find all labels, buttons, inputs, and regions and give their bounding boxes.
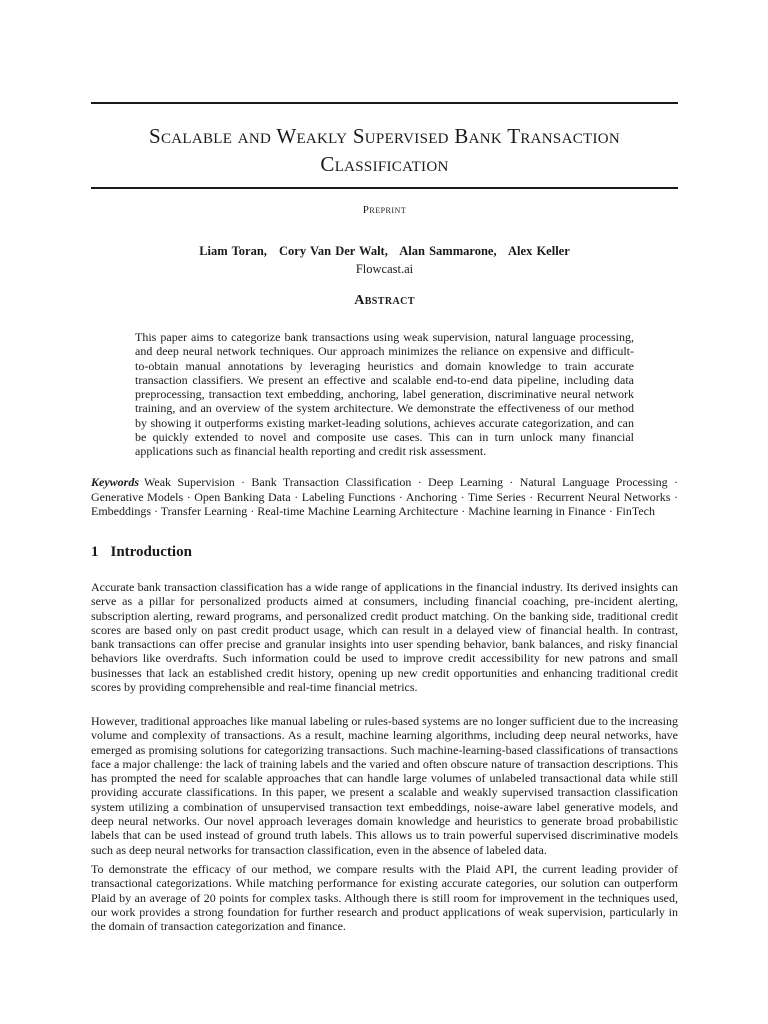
section-title: Introduction	[110, 544, 192, 560]
keywords-label: Keywords	[91, 475, 139, 489]
intro-paragraph-2: However, traditional approaches like manual labeling or rules-based systems are no longer sufficient due to the increasing volume and complexity of transactions. As a result, machine learning algorithms, including deep neural networks, have emerged as promising solutions for categorizing transactions. Such machine-learning-based classifications of transactions face a major challenge: the lack of training labels and the varied and often obscure nature of transaction descriptions. This has prompted the need for scalable approaches that can handle large volumes of unlabeled transactional data while still providing accurate classifications. In this paper, we present a scalable and weakly supervised transaction classification system utilizing a combination of unsupervised transaction text embeddings, noise-aware label generative models, and deep neural networks. Our novel approach leverages domain knowledge and heuristics to generate broad probabilistic labels that can be used instead of ground truth labels. This allows us to train powerful supervised discriminative models such as deep neural networks for transaction classification, even in the absence of labeled data.	[91, 714, 678, 857]
author-name: Cory Van Der Walt,	[279, 244, 388, 258]
abstract-text: This paper aims to categorize bank transactions using weak supervision, natural language processing, and deep neural network techniques. Our approach minimizes the reliance on expensive and difficult-to-obtain manual annotations by leveraging heuristics and domain knowledge to train accurate transaction classifiers. We present an effective and scalable end-to-end data pipeline, including data preprocessing, transaction text embedding, anchoring, label generation, discriminative neural network training, and an overview of the system architecture. We demonstrate the effectiveness of our method by showing it outperforms existing market-leading solutions, achieves accurate categorization, and can be quickly extended to novel and composite use cases. This can in turn unlock many financial applications such as financial health reporting and credit risk assessment.	[135, 330, 634, 459]
intro-paragraph-3: To demonstrate the efficacy of our method, we compare results with the Plaid API, the current leading provider of transactional categorizations. While matching performance for existing accurate categories, our solution can outperform Plaid by an average of 20 points for complex tasks. Although there is still room for improvement in the techniques used, our work provides a strong foundation for further research and product applications of weak supervision, particularly in the domain of transaction categorization and finance.	[91, 862, 678, 934]
affiliation: Flowcast.ai	[355, 262, 414, 276]
author-name: Liam Toran,	[199, 244, 267, 258]
paper-title-line-1: Scalable and Weakly Supervised Bank Transaction	[148, 124, 621, 148]
abstract-heading: Abstract	[354, 293, 415, 308]
title-rule-bottom	[91, 187, 678, 189]
section-number: 1	[91, 544, 99, 560]
author-list	[91, 244, 678, 259]
author-name: Alan Sammarone,	[399, 244, 497, 258]
preprint-label: Preprint	[362, 204, 407, 216]
paper-title	[91, 122, 678, 178]
title-rule-top	[91, 102, 678, 104]
keywords-block	[91, 475, 678, 519]
intro-paragraph-1: Accurate bank transaction classification has a wide range of applications in the financial industry. Its derived insights can serve as a pillar for personalized products aimed at consumers, including financial coaching, pre-incident alerting, subscription alerting, reward programs, and personalized credit product matching. On the banking side, traditional credit scores are based only on past credit product usage, which can result in a delayed view of financial health. In contrast, bank transactions can offer precise and granular insights into user spending behavior, bank balances, and risky financial behaviors like overdrafts. Such information could be used to improve credit accessibility for new patrons and small businesses that lack an established credit history, opening up new credit opportunities and enhancing traditional credit scores by providing comprehensible and real-time financial metrics.	[91, 580, 678, 695]
section-heading-introduction	[91, 544, 192, 561]
author-name: Alex Keller	[508, 244, 570, 258]
paper-title-line-2: Classification	[320, 152, 449, 176]
keywords-text: Weak Supervision · Bank Transaction Classification · Deep Learning · Natural Language Processing · Generative Models · Open Banking Data · Labeling Functions · Anchoring · Time Series · Recurrent Neural Networks · Embeddings · Transfer Learning · Real-time Machine Learning Architecture · Machine learning in Finance · FinTech	[91, 475, 678, 518]
